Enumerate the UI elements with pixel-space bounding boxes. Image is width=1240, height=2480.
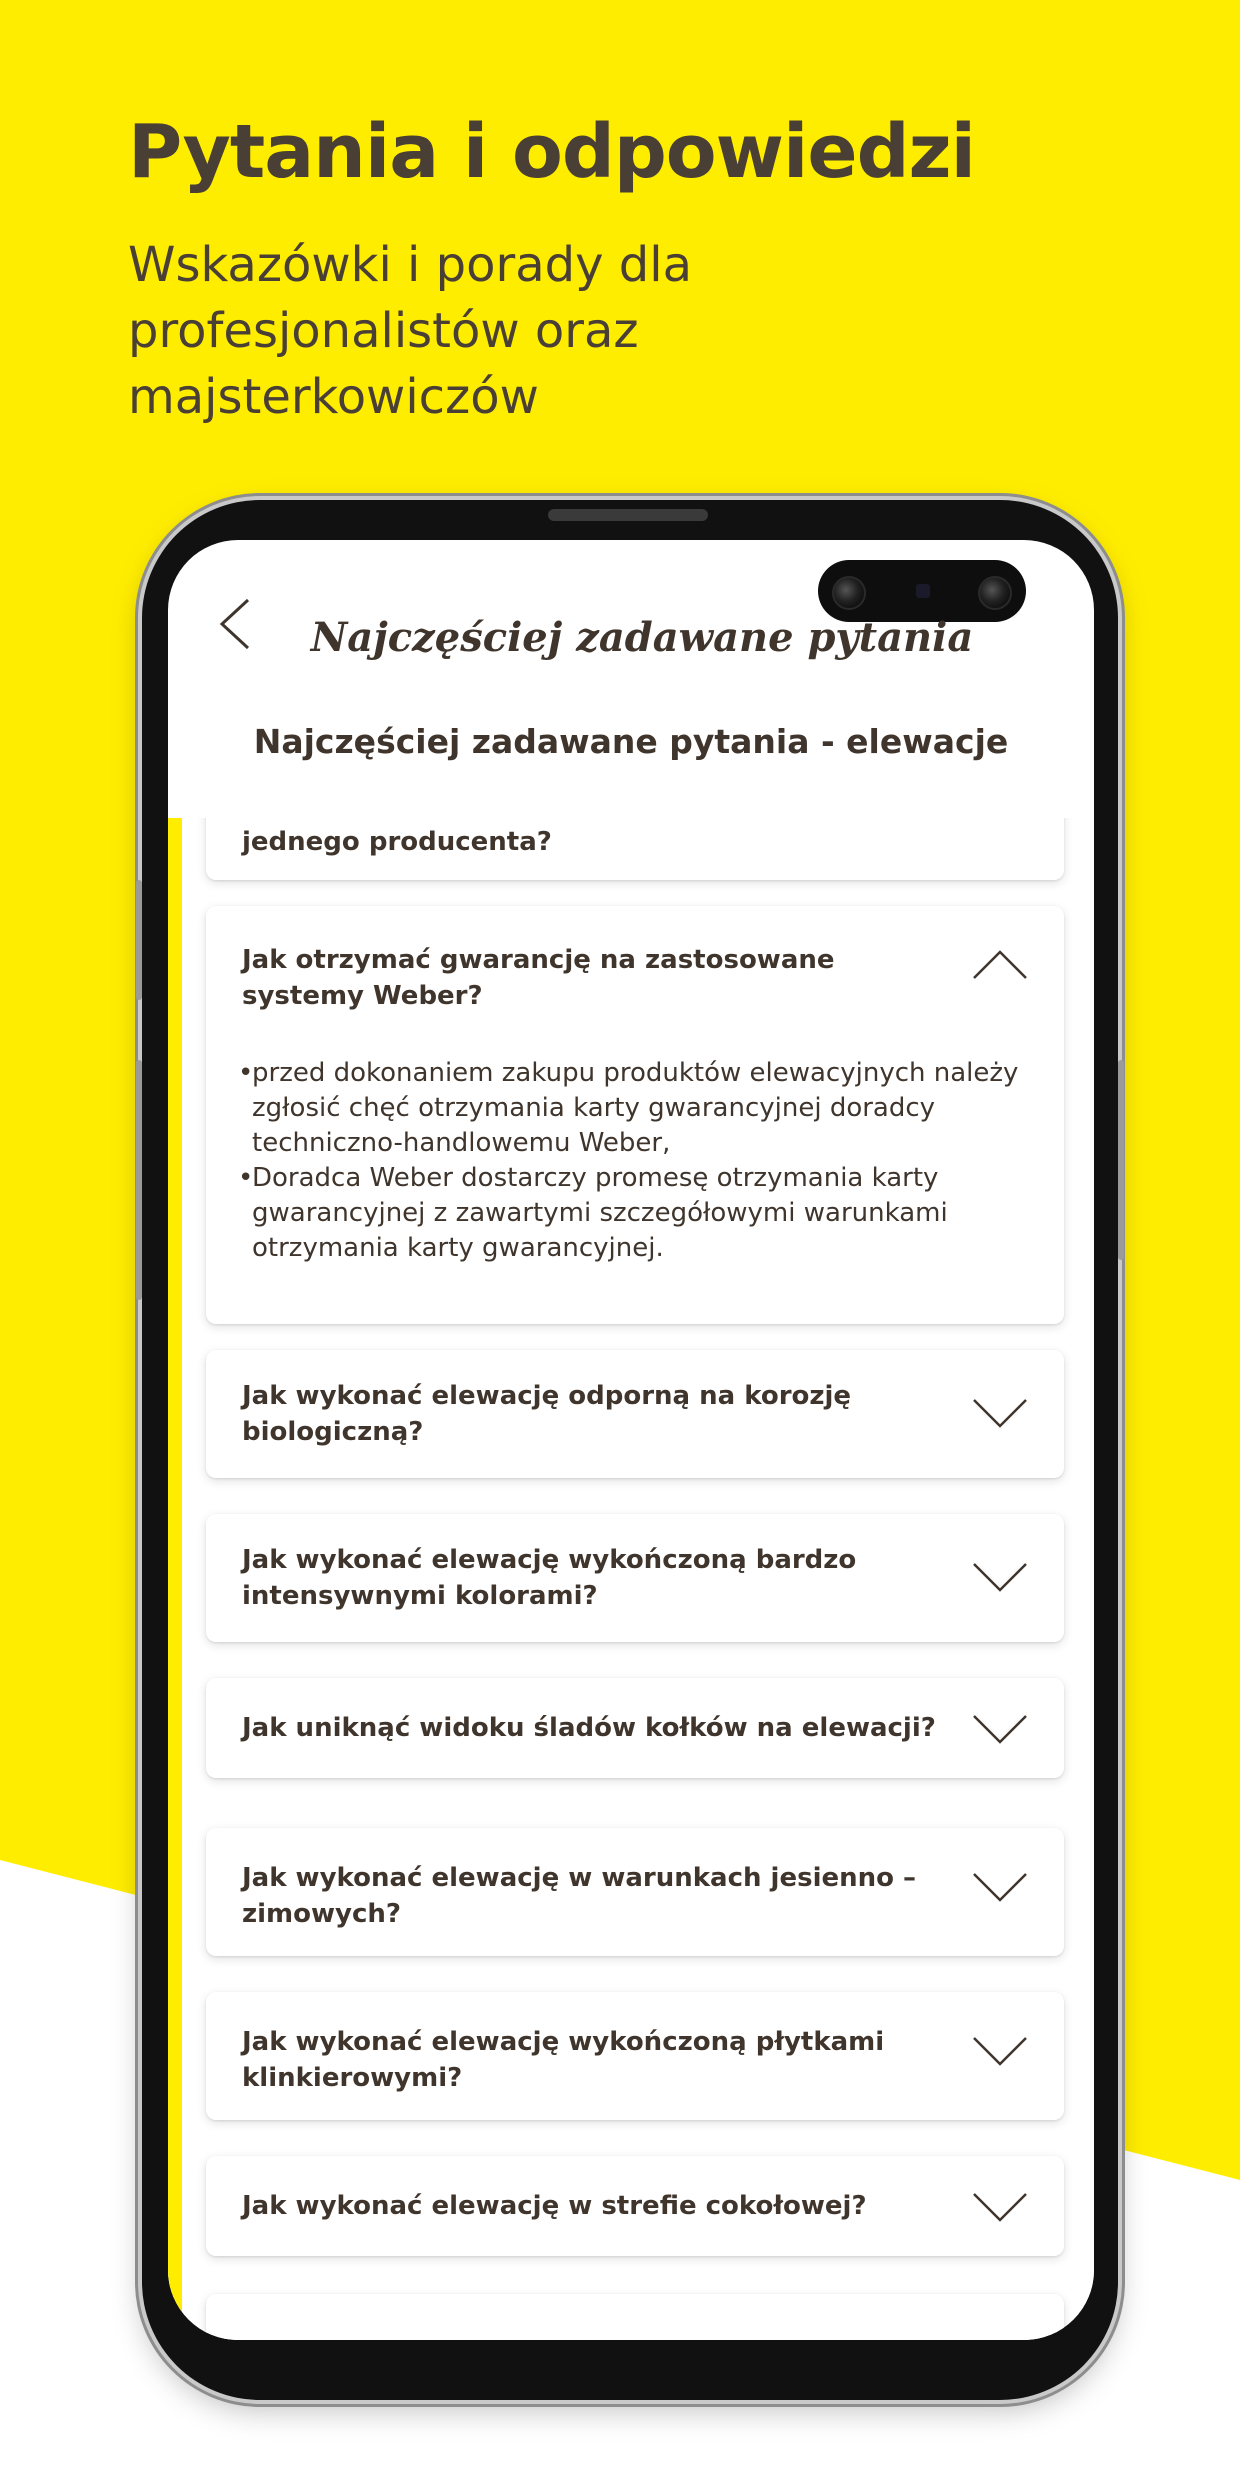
phone-speaker [548, 509, 708, 521]
answer-bullet: • przed dokonaniem zakupu produktów elewacyjnych należy zgłosić chęć otrzymania karty gwarancyjnej doradcy techniczno-handlowemu Weber, [242, 1056, 1042, 1161]
faq-item[interactable] [206, 1828, 1064, 1956]
promo-title: Pytania i odpowiedzi [128, 109, 975, 195]
faq-question: jednego producenta? [242, 827, 552, 857]
faq-item[interactable] [206, 2294, 1064, 2340]
chevron-down-icon[interactable] [970, 2188, 1030, 2228]
faq-question: Jak otrzymać gwarancję na zastosowane systemy Weber? [242, 945, 835, 1011]
chevron-up-icon[interactable] [970, 944, 1030, 984]
chevron-down-icon[interactable] [970, 1710, 1030, 1750]
accent-strip [168, 818, 182, 2340]
faq-item[interactable] [206, 1678, 1064, 1778]
faq-question: Jak wykonać elewację w warunkach jesienno – zimowych? [242, 1863, 917, 1929]
faq-question: Jak wykonać elewację wykończoną bardzo intensywnymi kolorami? [242, 1545, 857, 1611]
section-title: Najczęściej zadawane pytania - elewacje [253, 722, 1009, 761]
faq-item[interactable] [206, 2156, 1064, 2256]
faq-list[interactable] [168, 818, 1094, 2340]
faq-item-expanded[interactable] [206, 906, 1064, 1324]
faq-item[interactable] [206, 1992, 1064, 2120]
chevron-down-icon[interactable] [970, 1868, 1030, 1908]
phone-side-button [136, 1060, 142, 1300]
faq-question: Jak wykonać elewację odporną na korozję biologiczną? [242, 1381, 852, 1447]
faq-item[interactable] [206, 1350, 1064, 1478]
faq-item[interactable] [206, 818, 1064, 880]
app-bar [168, 540, 1094, 661]
chevron-left-icon [208, 594, 268, 654]
faq-question: Jak uniknąć widoku śladów kołków na elewacji? [242, 1713, 936, 1743]
app-title: Najczęściej zadawane pytania [310, 614, 974, 661]
answer-bullet: • Doradca Weber dostarczy promesę otrzymania karty gwarancyjnej z zawartymi szczegółowymi warunkami otrzymania karty gwarancyjnej. [242, 1161, 1042, 1266]
back-button[interactable] [208, 594, 268, 654]
phone-screen [168, 540, 1094, 2340]
chevron-down-icon[interactable] [970, 1394, 1030, 1434]
chevron-down-icon[interactable] [970, 2032, 1030, 2072]
faq-item[interactable] [206, 1514, 1064, 1642]
faq-answer [242, 1056, 1042, 1266]
promo-subtitle: Wskazówki i porady dla profesjonalistów oraz majsterkowiczów [128, 237, 692, 425]
chevron-down-icon[interactable] [970, 1558, 1030, 1598]
phone-side-button [136, 880, 142, 1000]
phone-side-button [1118, 1060, 1124, 1260]
faq-question: Jak wykonać elewację w strefie cokołowej? [242, 2191, 867, 2221]
faq-question: Jak wykonać elewację wykończoną płytkami klinkierowymi? [242, 2027, 885, 2093]
